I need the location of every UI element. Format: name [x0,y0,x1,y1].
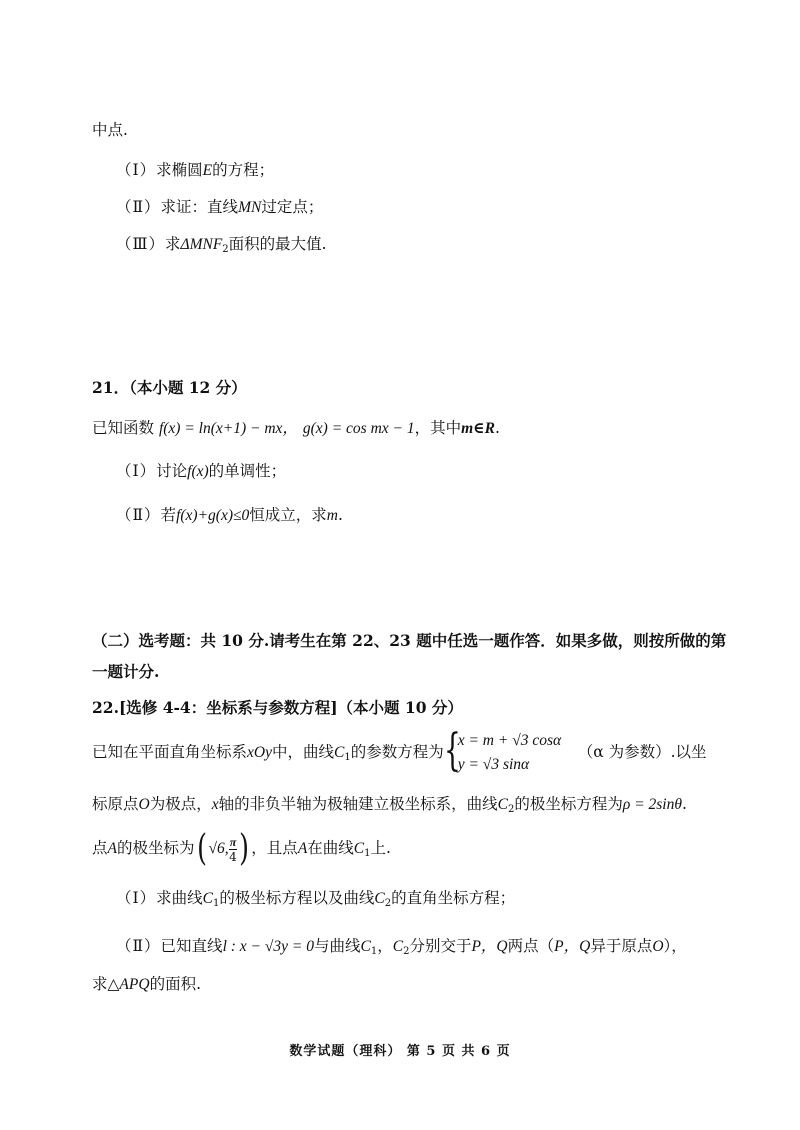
text: 的面积. [149,975,202,993]
math: xOy [247,744,272,761]
text: 的直角坐标方程； [391,889,516,907]
denominator: 4 [229,849,237,864]
math: x [211,796,219,813]
text: 过定点； [261,198,324,216]
text: （α 为参数）.以坐 [577,743,707,761]
subscript: 1 [212,898,220,909]
q21-heading [92,378,247,398]
text: 求证：直线 [160,198,239,216]
q21-part-1 [116,461,286,482]
continuation-text [92,120,128,140]
text: 点 [92,839,108,857]
numerator: π [229,834,237,849]
text: 已知函数 [92,419,155,437]
text: 的极坐标方程为 [514,795,623,813]
math: f(x)+g(x)≤0 [176,507,250,524]
math: O [138,796,150,813]
q22-heading [92,698,463,718]
q22-line-2 [92,794,687,815]
text: 两点（ [507,937,555,955]
q20-part-1 [116,160,274,181]
q22-part-1 [116,888,515,909]
text: （二）选考题：共 10 分.请考生在第 22、23 题中任选一题作答．如果多做，则按所做的第 [92,631,727,650]
subscript: 2 [384,898,392,909]
system-row-1: x = m + √3 cosα [457,732,562,749]
text: 为极点， [149,795,212,813]
condition: m∈R [461,420,495,437]
subscript: 2 [507,804,515,815]
part-label: （Ⅰ） [116,889,157,907]
text: 求 [92,975,108,993]
brace: { [443,725,461,776]
text: 轴的非负半轴为极轴建立极坐标系，曲线 [218,795,498,813]
text: 的极坐标为 [116,839,195,857]
subscript: 1 [370,946,378,957]
text: 已知直线 [160,937,223,955]
text: 面积的最大值. [228,235,327,253]
part-label: （Ⅰ） [116,161,157,179]
right-paren: ) [239,828,250,869]
math: E [202,162,213,179]
math: A [107,840,117,857]
polar-radius: √6, [208,840,229,857]
part-label: （Ⅱ） [116,937,161,955]
text: 已知在平面直角坐标系 [92,743,248,761]
math: C [374,890,385,907]
part-label: （Ⅱ） [116,198,161,216]
text: . [681,795,687,813]
math: O [652,938,664,955]
math: △APQ [107,976,150,993]
q22-line-3 [92,826,391,871]
subscript: 2 [403,946,410,957]
math: C [392,938,404,955]
q21-part-2 [116,505,343,526]
math: P，Q [554,938,591,955]
g-definition: g(x) = cos mx − 1 [302,420,415,437]
f-definition: f(x) = ln(x+1) − mx， [158,420,298,437]
fraction [229,835,238,864]
text: 若 [160,506,177,524]
section2-line1 [92,631,726,651]
heading-text: 22.[选修 4-4：坐标系与参数方程]（本小题 10 分） [92,698,463,717]
subscript: 1 [344,752,351,763]
math: C [497,796,508,813]
text: 的单调性； [208,462,287,480]
text: 恒成立，求 [249,506,327,524]
math: MN [238,199,262,216]
math: m [326,507,338,524]
q22-line-1 [92,725,707,777]
math: f(x) [187,463,209,480]
system-row-2: y = √3 sinα [457,756,530,773]
text: ）， [663,937,687,955]
text: 的方程； [212,161,275,179]
text: ，且点 [251,839,298,857]
q20-part-3 [116,234,327,255]
section2-line2 [92,662,159,682]
text: 求曲线 [156,889,203,907]
math: C [202,890,213,907]
text: 的参数方程为 [350,743,444,761]
text: 求 [164,235,181,253]
math: C [353,840,365,857]
text: 讨论 [156,462,188,480]
math: C [333,744,345,761]
q22-part-2 [116,936,687,957]
line-equation: l : x − √3y = 0 [222,938,314,955]
text: 在曲线 [307,839,354,857]
text: 中，曲线 [271,743,334,761]
page-footer: 数学试题（理科） 第 5 页 共 6 页 [289,1044,511,1059]
text: . [495,419,500,437]
q20-part-2 [116,197,323,218]
left-paren: ( [196,828,207,869]
text: ， [377,937,393,955]
text: 与曲线 [313,937,361,955]
text: . [337,506,343,524]
continuation-span: 中点. [92,121,128,139]
text: 异于原点 [590,937,653,955]
text: 求椭圆 [156,161,203,179]
text: ，其中 [414,419,462,437]
text: 上. [370,839,391,857]
parametric-system [443,725,576,777]
text: 分别交于 [409,937,472,955]
text: 标原点 [92,795,139,813]
subscript: 2 [222,244,229,255]
text: 一题计分. [92,662,160,681]
part-label: （Ⅲ） [116,235,165,253]
math: ΔMNF [180,236,223,253]
q21-stem [92,418,500,439]
polar-equation: ρ = 2sinθ [622,796,682,813]
part-label: （Ⅰ） [116,462,157,480]
math: C [360,938,371,955]
q22-part-2-line-2 [92,974,201,995]
part-label: （Ⅱ） [116,506,161,524]
subscript: 1 [364,848,371,859]
heading-text: 21．（本小题 12 分） [92,378,247,397]
text: 的极坐标方程以及曲线 [219,889,375,907]
math: A [297,840,308,857]
math: P，Q [471,938,508,955]
